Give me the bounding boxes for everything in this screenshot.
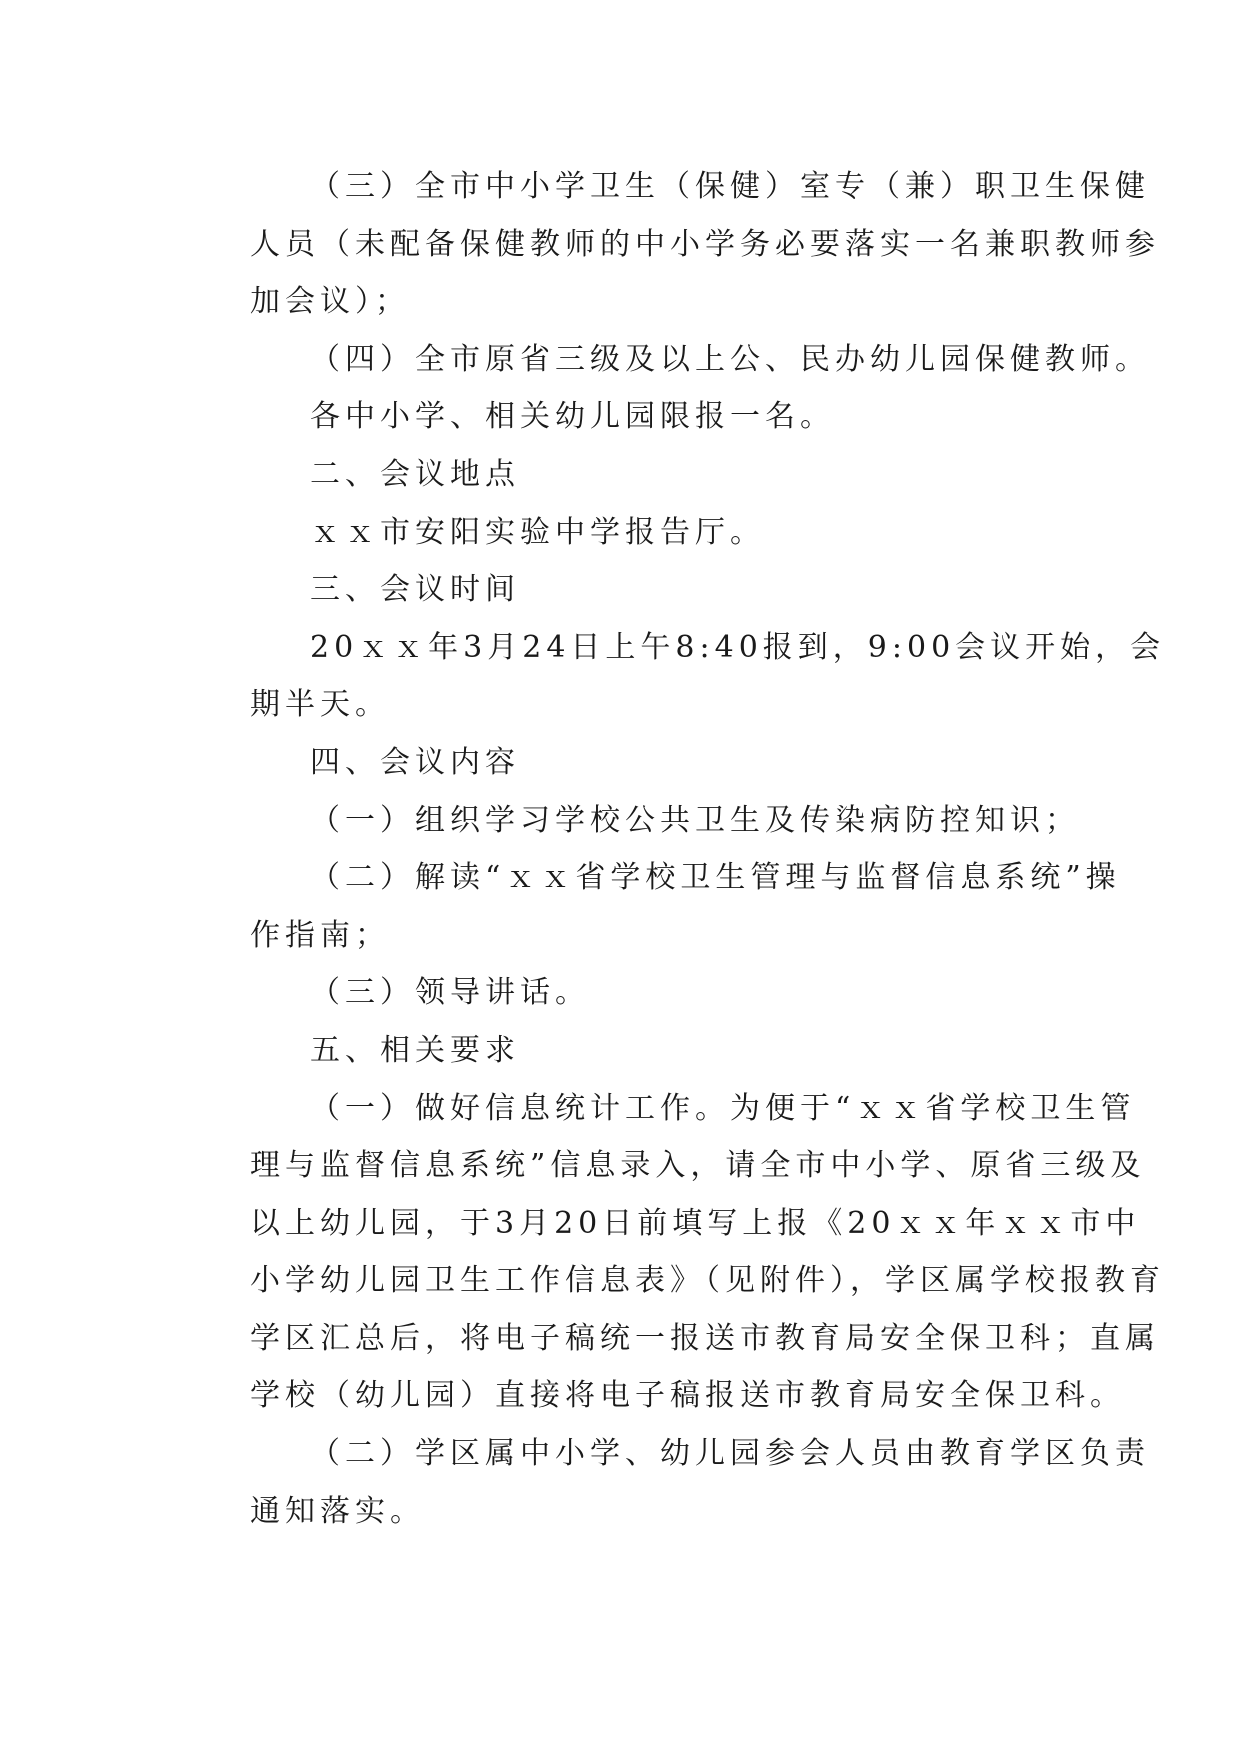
text-line: 学区汇总后，将电子稿统一报送市教育局安全保卫科；直属 — [250, 1320, 1160, 1356]
paragraph-location — [190, 504, 1060, 562]
paragraph-time — [190, 619, 1166, 734]
text-line: 20ｘｘ年3月24日上午8:40报到，9:00会议开始，会 — [310, 629, 1166, 665]
paragraph-kindergarten-teachers — [190, 331, 1150, 389]
paragraph-requirement-1 — [190, 1080, 1165, 1426]
text-line: 作指南； — [250, 917, 390, 953]
text-line: （三）全市中小学卫生（保健）室专（兼）职卫生保健 — [310, 169, 1150, 204]
document-body — [190, 158, 1166, 1540]
text-line: 通知落实。 — [250, 1493, 425, 1529]
text-line: 人员（未配备保健教师的中小学务必要落实一名兼职教师参 — [250, 226, 1160, 262]
text-line: （三）领导讲话。 — [310, 975, 590, 1011]
section-heading-requirements — [190, 1022, 1060, 1080]
paragraph-content-item-3 — [190, 964, 1060, 1022]
text-line: 理与监督信息系统”信息录入，请全市中小学、原省三级及 — [250, 1148, 1146, 1184]
paragraph-quota — [190, 388, 1060, 446]
paragraph-requirement-2 — [190, 1425, 1150, 1540]
section-heading-location — [190, 446, 1060, 504]
section-heading-time — [190, 561, 1060, 619]
text-line: （二）解读“ｘｘ省学校卫生管理与监督信息系统”操 — [310, 860, 1121, 896]
text-line: （二）学区属中小学、幼儿园参会人员由教育学区负责 — [310, 1436, 1150, 1472]
text-line: ｘｘ市安阳实验中学报告厅。 — [310, 514, 765, 550]
text-line: 学校（幼儿园）直接将电子稿报送市教育局安全保卫科。 — [250, 1378, 1125, 1414]
heading-text: 三、会议时间 — [310, 572, 520, 608]
text-line: （一）做好信息统计工作。为便于“ｘｘ省学校卫生管 — [310, 1090, 1136, 1126]
section-heading-content — [190, 734, 1060, 792]
paragraph-content-item-1 — [190, 792, 1080, 850]
paragraph-content-item-2 — [190, 849, 1121, 964]
heading-text: 二、会议地点 — [310, 456, 520, 492]
paragraph-health-staff — [190, 158, 1160, 331]
heading-text: 四、会议内容 — [310, 744, 520, 780]
text-line: 以上幼儿园，于3月20日前填写上报《20ｘｘ年ｘｘ市中 — [250, 1205, 1141, 1241]
text-line: 加会议）； — [250, 284, 410, 320]
text-line: （四）全市原省三级及以上公、民办幼儿园保健教师。 — [310, 341, 1150, 377]
text-line: （一）组织学习学校公共卫生及传染病防控知识； — [310, 802, 1080, 838]
text-line: 期半天。 — [250, 687, 390, 723]
text-line: 小学幼儿园卫生工作信息表》（见附件），学区属学校报教育 — [250, 1263, 1165, 1299]
text-line: 各中小学、相关幼儿园限报一名。 — [310, 399, 835, 435]
heading-text: 五、相关要求 — [310, 1032, 520, 1068]
